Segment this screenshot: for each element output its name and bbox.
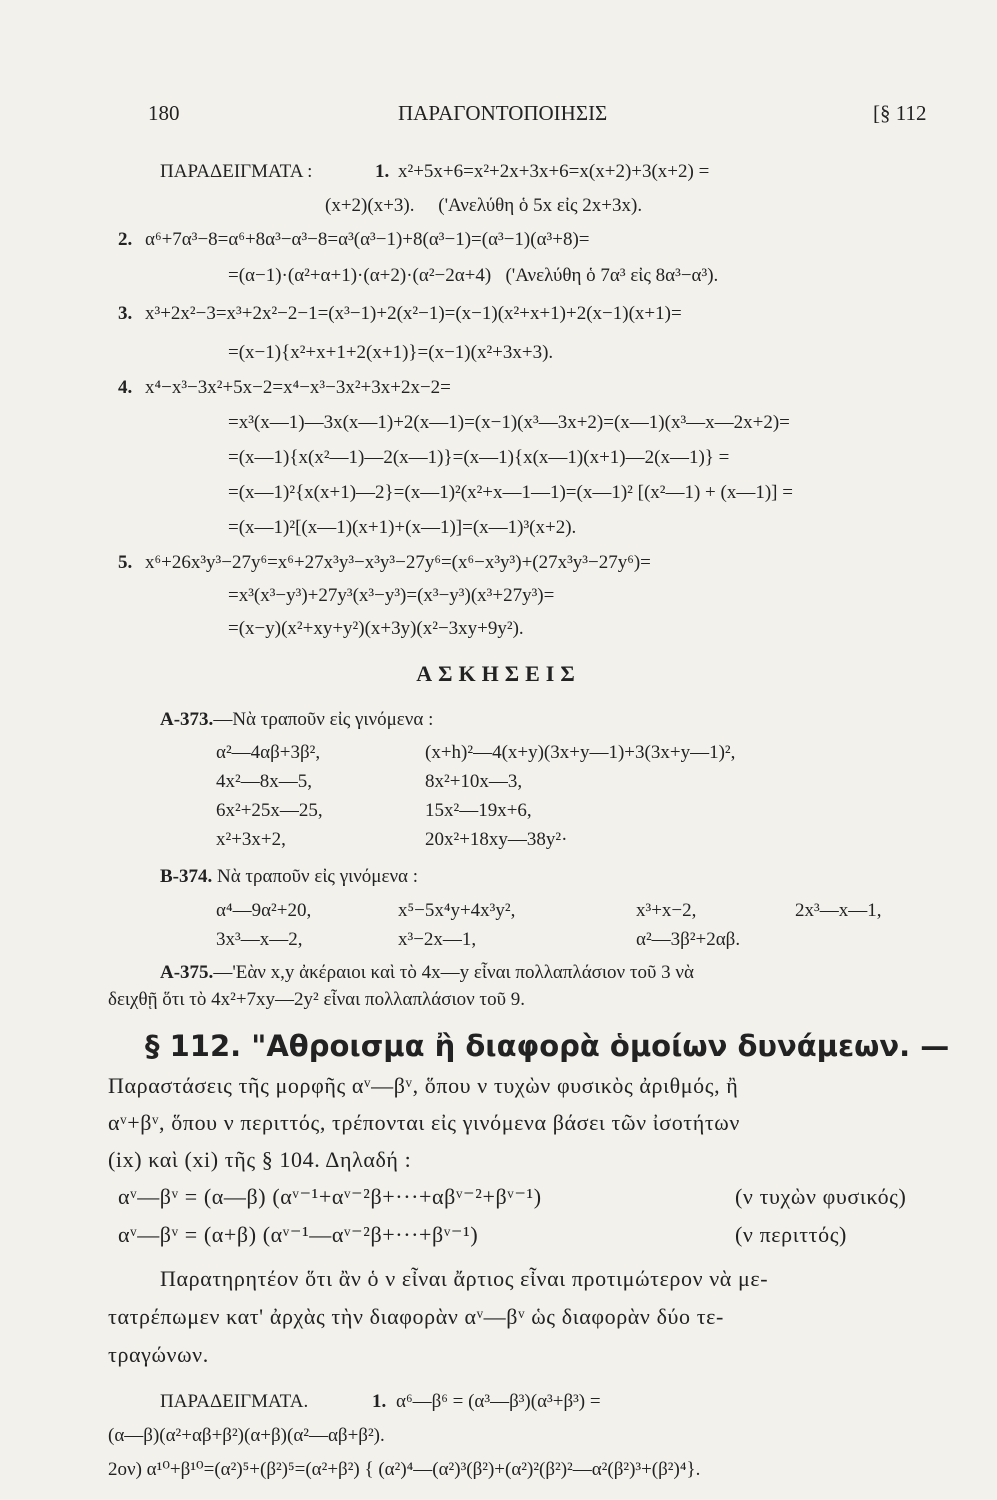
examples-2-line-3: 2ον) α¹⁰+β¹⁰=(α²)⁵+(β²)⁵=(α²+β²) { (α²)⁴—(α²)³(β²)+(α²)²(β²)²—α²(β²)³+(β²)⁴}. bbox=[108, 1459, 701, 1480]
example-3-number: 3. bbox=[118, 303, 133, 324]
b374-r1-c4: 2x³—x—1, bbox=[795, 900, 882, 921]
a373-left-1: α²—4αβ+3β², bbox=[216, 742, 321, 763]
a373-right-3: 15x²—19x+6, bbox=[425, 800, 532, 821]
example-4-line-5: =(x—1)²[(x—1)(x+1)+(x—1)]=(x—1)³(x+2). bbox=[228, 517, 577, 538]
example-4-line-1: x⁴−x³−3x²+5x−2=x⁴−x³−3x²+3x+2x−2= bbox=[145, 377, 451, 398]
exercise-b374-text: Νὰ τραποῦν εἰς γινόμενα : bbox=[212, 866, 419, 887]
example-5-line-1: x⁶+26x³y³−27y⁶=x⁶+27x³y³−x³y³−27y⁶=(x⁶−x³y³)+(27x³y³−27y⁶)= bbox=[145, 552, 651, 573]
section-112-p1-line-2: αᵛ+βᵛ, ὅπου ν περιττός, τρέπονται εἰς γινόμενα βάσει τῶν ἰσοτήτων bbox=[108, 1110, 740, 1135]
a373-left-3: 6x²+25x—25, bbox=[216, 800, 323, 821]
examples-2-label: ΠΑΡΑΔΕΙΓΜΑΤΑ. bbox=[160, 1391, 309, 1412]
examples-label: ΠΑΡΑΔΕΙΓΜΑΤΑ : bbox=[160, 161, 313, 182]
exercises-heading bbox=[0, 663, 997, 685]
b374-r2-c1: 3x³—x—2, bbox=[216, 929, 303, 950]
exercise-a375-label: Α-375. bbox=[160, 962, 214, 983]
example-2-line-1: α⁶+7α³−8=α⁶+8α³−α³−8=α³(α³−1)+8(α³−1)=(α³−1)(α³+8)= bbox=[145, 229, 590, 250]
examples-2-line-1: α⁶—β⁶ = (α³—β³)(α³+β³) = bbox=[396, 1391, 601, 1412]
example-5-line-2: =x³(x³−y³)+27y³(x³−y³)=(x³−y³)(x³+27y³)= bbox=[228, 585, 555, 606]
exercise-a373-text: —Νὰ τραποῦν εἰς γινόμενα : bbox=[213, 709, 434, 730]
examples-2-line-2: (α—β)(α²+αβ+β²)(α+β)(α²—αβ+β²). bbox=[108, 1425, 385, 1446]
example-4-line-2: =x³(x—1)—3x(x—1)+2(x—1)=(x−1)(x³—3x+2)=(x—1)(x³—x—2x+2)= bbox=[228, 412, 790, 433]
exercise-a373-label: Α-373. bbox=[160, 709, 214, 730]
running-title: ΠΑΡΑΓΟΝΤΟΠΟΙΗΣΙΣ bbox=[398, 101, 608, 125]
examples-2-number-1: 1. bbox=[372, 1391, 387, 1412]
example-4-number: 4. bbox=[118, 377, 133, 398]
example-1-line-1: x²+5x+6=x²+2x+3x+6=x(x+2)+3(x+2) = bbox=[398, 161, 710, 182]
example-2-number: 2. bbox=[118, 229, 133, 250]
a373-left-4: x²+3x+2, bbox=[216, 829, 286, 850]
example-1-number: 1. bbox=[375, 161, 390, 182]
exercise-b374 bbox=[160, 867, 418, 886]
example-5-number: 5. bbox=[118, 552, 133, 573]
a373-right-2: 8x²+10x—3, bbox=[425, 771, 523, 792]
a373-left-2: 4x²—8x—5, bbox=[216, 771, 312, 792]
example-2-line-2: =(α−1)·(α²+α+1)·(α+2)·(α²−2α+4) ('Ανελύθη ὁ 7α³ εἰς 8α³−α³). bbox=[228, 265, 719, 286]
exercise-a375-line-1: —'Εὰν x,y ἀκέραιοι καὶ τὸ 4x—y εἶναι πολλαπλάσιον τοῦ 3 νὰ bbox=[213, 962, 694, 983]
section-marker: [§ 112 bbox=[873, 101, 927, 125]
example-4-line-4: =(x—1)²{x(x+1)—2}=(x—1)²(x²+x—1—1)=(x—1)² [(x²—1) + (x—1)] = bbox=[228, 482, 793, 503]
formula-2: αᵛ—βᵛ = (α+β) (αᵛ⁻¹—αᵛ⁻²β+···+βᵛ⁻¹) bbox=[118, 1222, 479, 1247]
b374-r1-c3: x³+x−2, bbox=[636, 900, 697, 921]
exercises-heading-text: ΑΣΚΗΣΕΙΣ bbox=[416, 661, 581, 686]
formula-1: αᵛ—βᵛ = (α—β) (αᵛ⁻¹+αᵛ⁻²β+···+αβᵛ⁻²+βᵛ⁻¹) bbox=[118, 1184, 542, 1209]
section-112-p1-line-3: (ix) καὶ (xi) τῆς § 104. Δηλαδή : bbox=[108, 1147, 412, 1172]
a373-right-1: (x+h)²—4(x+y)(3x+y—1)+3(3x+y—1)², bbox=[425, 742, 736, 763]
b374-r1-c2: x⁵−5x⁴y+4x³y², bbox=[398, 900, 516, 921]
b374-r2-c3: α²—3β²+2αβ. bbox=[636, 929, 741, 950]
exercise-a375 bbox=[160, 963, 694, 982]
example-3-line-2: =(x−1){x²+x+1+2(x+1)}=(x−1)(x²+3x+3). bbox=[228, 342, 554, 363]
section-112-p2-line-1: Παρατηρητέον ὅτι ἂν ὁ ν εἶναι ἄρτιος εἶναι προτιμώτερον νὰ με- bbox=[160, 1266, 769, 1291]
exercise-a373 bbox=[160, 710, 433, 729]
section-112-p1-line-1: Παραστάσεις τῆς μορφῆς αᵛ—βᵛ, ὅπου ν τυχὼν φυσικὸς ἀριθμός, ἢ bbox=[108, 1073, 739, 1098]
page-number: 180 bbox=[148, 101, 180, 125]
section-112-p2-line-2: τατρέπωμεν κατ' ἀρχὰς τὴν διαφορὰν αᵛ—βᵛ ὡς διαφορὰν δύο τε- bbox=[108, 1304, 724, 1329]
example-4-line-3: =(x—1){x(x²—1)—2(x—1)}=(x—1){x(x—1)(x+1)—2(x—1)} = bbox=[228, 447, 730, 468]
example-5-line-3: =(x−y)(x²+xy+y²)(x+3y)(x²−3xy+9y²). bbox=[228, 618, 524, 639]
a373-right-4: 20x²+18xy—38y²· bbox=[425, 829, 568, 850]
example-1-line-2: (x+2)(x+3). ('Ανελύθη ὁ 5x εἰς 2x+3x). bbox=[325, 195, 643, 216]
section-112-p2-line-3: τραγώνων. bbox=[108, 1342, 209, 1367]
exercise-a375-line-2: δειχθῇ ὅτι τὸ 4x²+7xy—2y² εἶναι πολλαπλάσιον τοῦ 9. bbox=[108, 989, 525, 1010]
formula-2-note: (ν περιττός) bbox=[735, 1222, 847, 1247]
formula-1-note: (ν τυχὼν φυσικός) bbox=[735, 1184, 907, 1209]
b374-r1-c1: α⁴—9α²+20, bbox=[216, 900, 312, 921]
b374-r2-c2: x³−2x—1, bbox=[398, 929, 477, 950]
exercise-b374-label: Β-374. bbox=[160, 866, 213, 887]
section-112-title: § 112. "Αθροισμα ἢ διαφορὰ ὁμοίων δυνάμεων. — bbox=[145, 1029, 950, 1063]
example-3-line-1: x³+2x²−3=x³+2x²−2−1=(x³−1)+2(x²−1)=(x−1)(x²+x+1)+2(x−1)(x+1)= bbox=[145, 303, 682, 324]
